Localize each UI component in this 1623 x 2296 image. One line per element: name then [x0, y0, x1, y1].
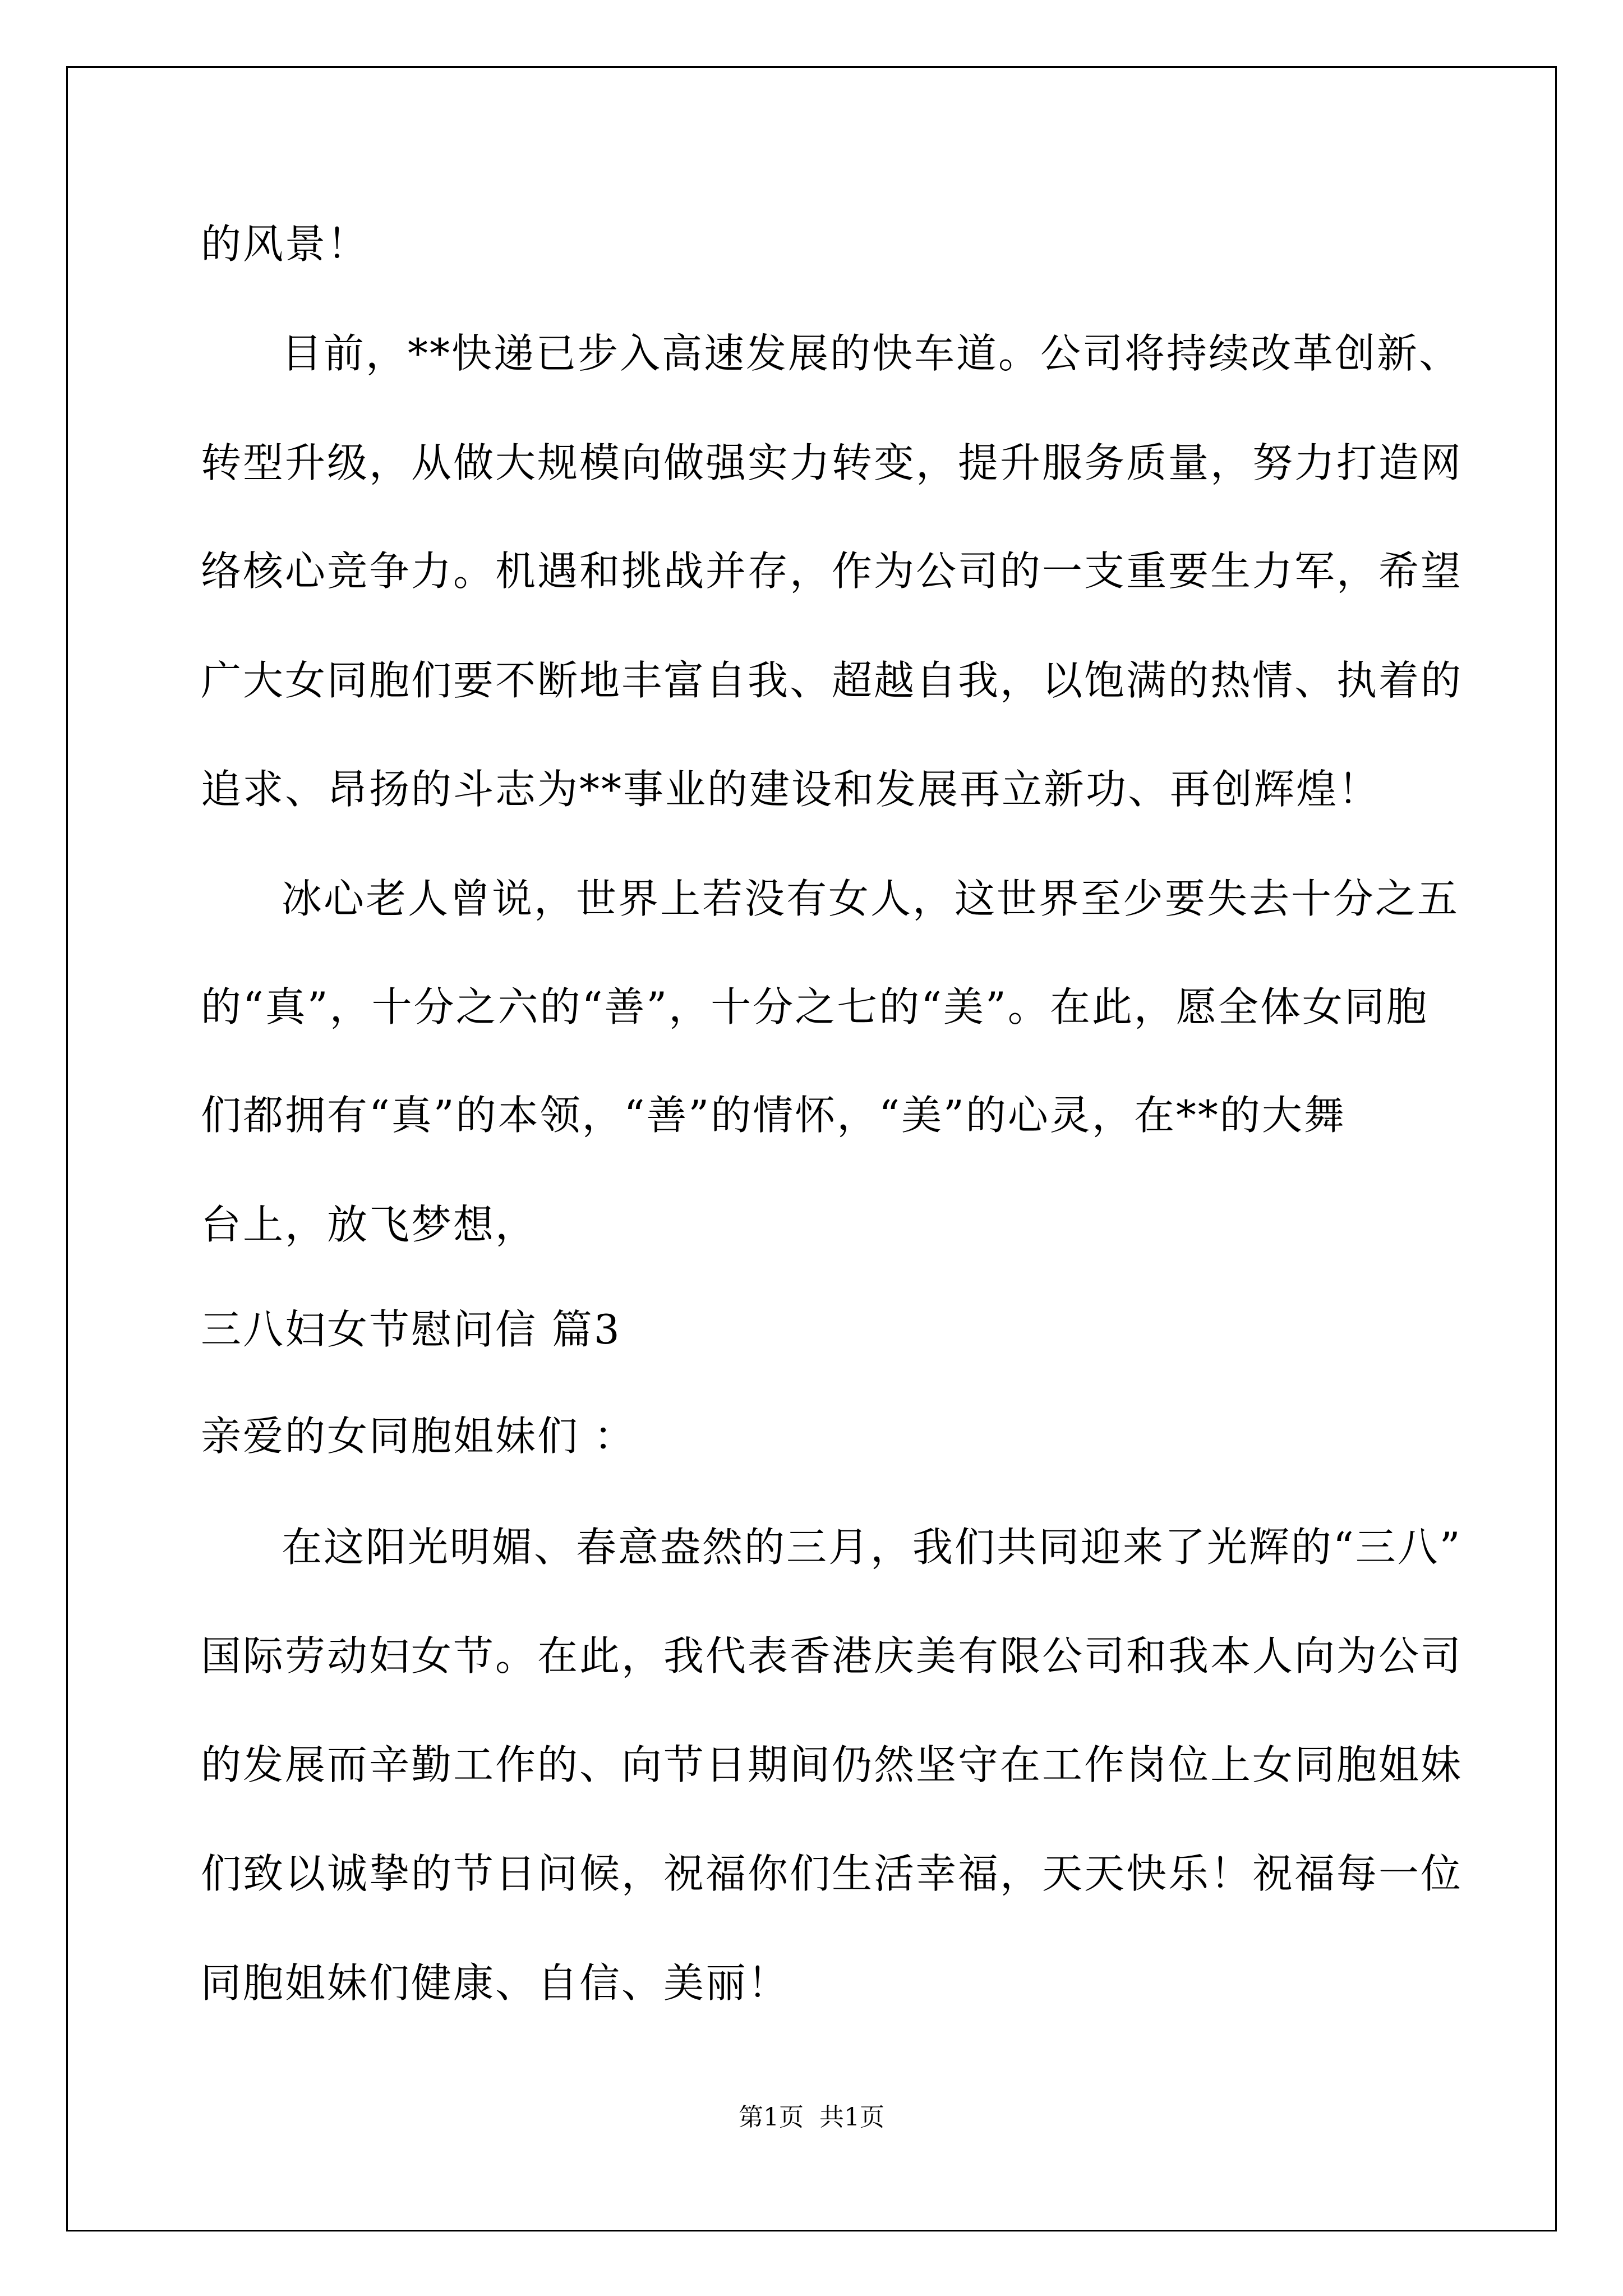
paragraph-line: 广大女同胞们要不断地丰富自我、超越自我，以饱满的热情、执着的 — [201, 657, 1463, 704]
paragraph-line: 的发展而辛勤工作的、向节日期间仍然坚守在工作岗位上女同胞姐妹 — [201, 1741, 1463, 1788]
paragraph-line: 的风景！ — [201, 220, 370, 268]
section-heading: 三八妇女节慰问信 篇3 — [201, 1306, 621, 1353]
page-footer: 第1页 共1页 — [739, 2103, 884, 2132]
page-border — [66, 66, 1557, 2231]
paragraph-line: 们都拥有“真”的本领，“善”的情怀，“美”的心灵，在**的大舞 — [201, 1092, 1346, 1139]
paragraph-line: 在这阳光明媚、春意盎然的三月，我们共同迎来了光辉的“三八” — [282, 1524, 1462, 1571]
paragraph-line: 转型升级，从做大规模向做强实力转变，提升服务质量，努力打造网 — [201, 439, 1463, 486]
salutation: 亲爱的女同胞姐妹们 ： — [201, 1412, 636, 1460]
paragraph-line: 的“真”，十分之六的“善”，十分之七的“美”。在此，愿全体女同胞 — [201, 983, 1428, 1030]
paragraph-line: 们致以诚挚的节日问候，祝福你们生活幸福，天天快乐！祝福每一位 — [201, 1850, 1463, 1897]
paragraph-line: 络核心竞争力。机遇和挑战并存，作为公司的一支重要生力军，希望 — [201, 547, 1463, 595]
paragraph-line: 同胞姐妹们健康、自信、美丽！ — [201, 1959, 790, 2007]
paragraph-line: 台上，放飞梦想， — [201, 1201, 538, 1248]
paragraph-line: 冰心老人曾说，世界上若没有女人，这世界至少要失去十分之五 — [282, 875, 1460, 922]
paragraph-line: 追求、昂扬的斗志为**事业的建设和发展再立新功、再创辉煌！ — [201, 766, 1381, 813]
paragraph-line: 国际劳动妇女节。在此，我代表香港庆美有限公司和我本人向为公司 — [201, 1632, 1463, 1680]
paragraph-line: 目前，**快递已步入高速发展的快车道。公司将持续改革创新、 — [282, 330, 1461, 377]
